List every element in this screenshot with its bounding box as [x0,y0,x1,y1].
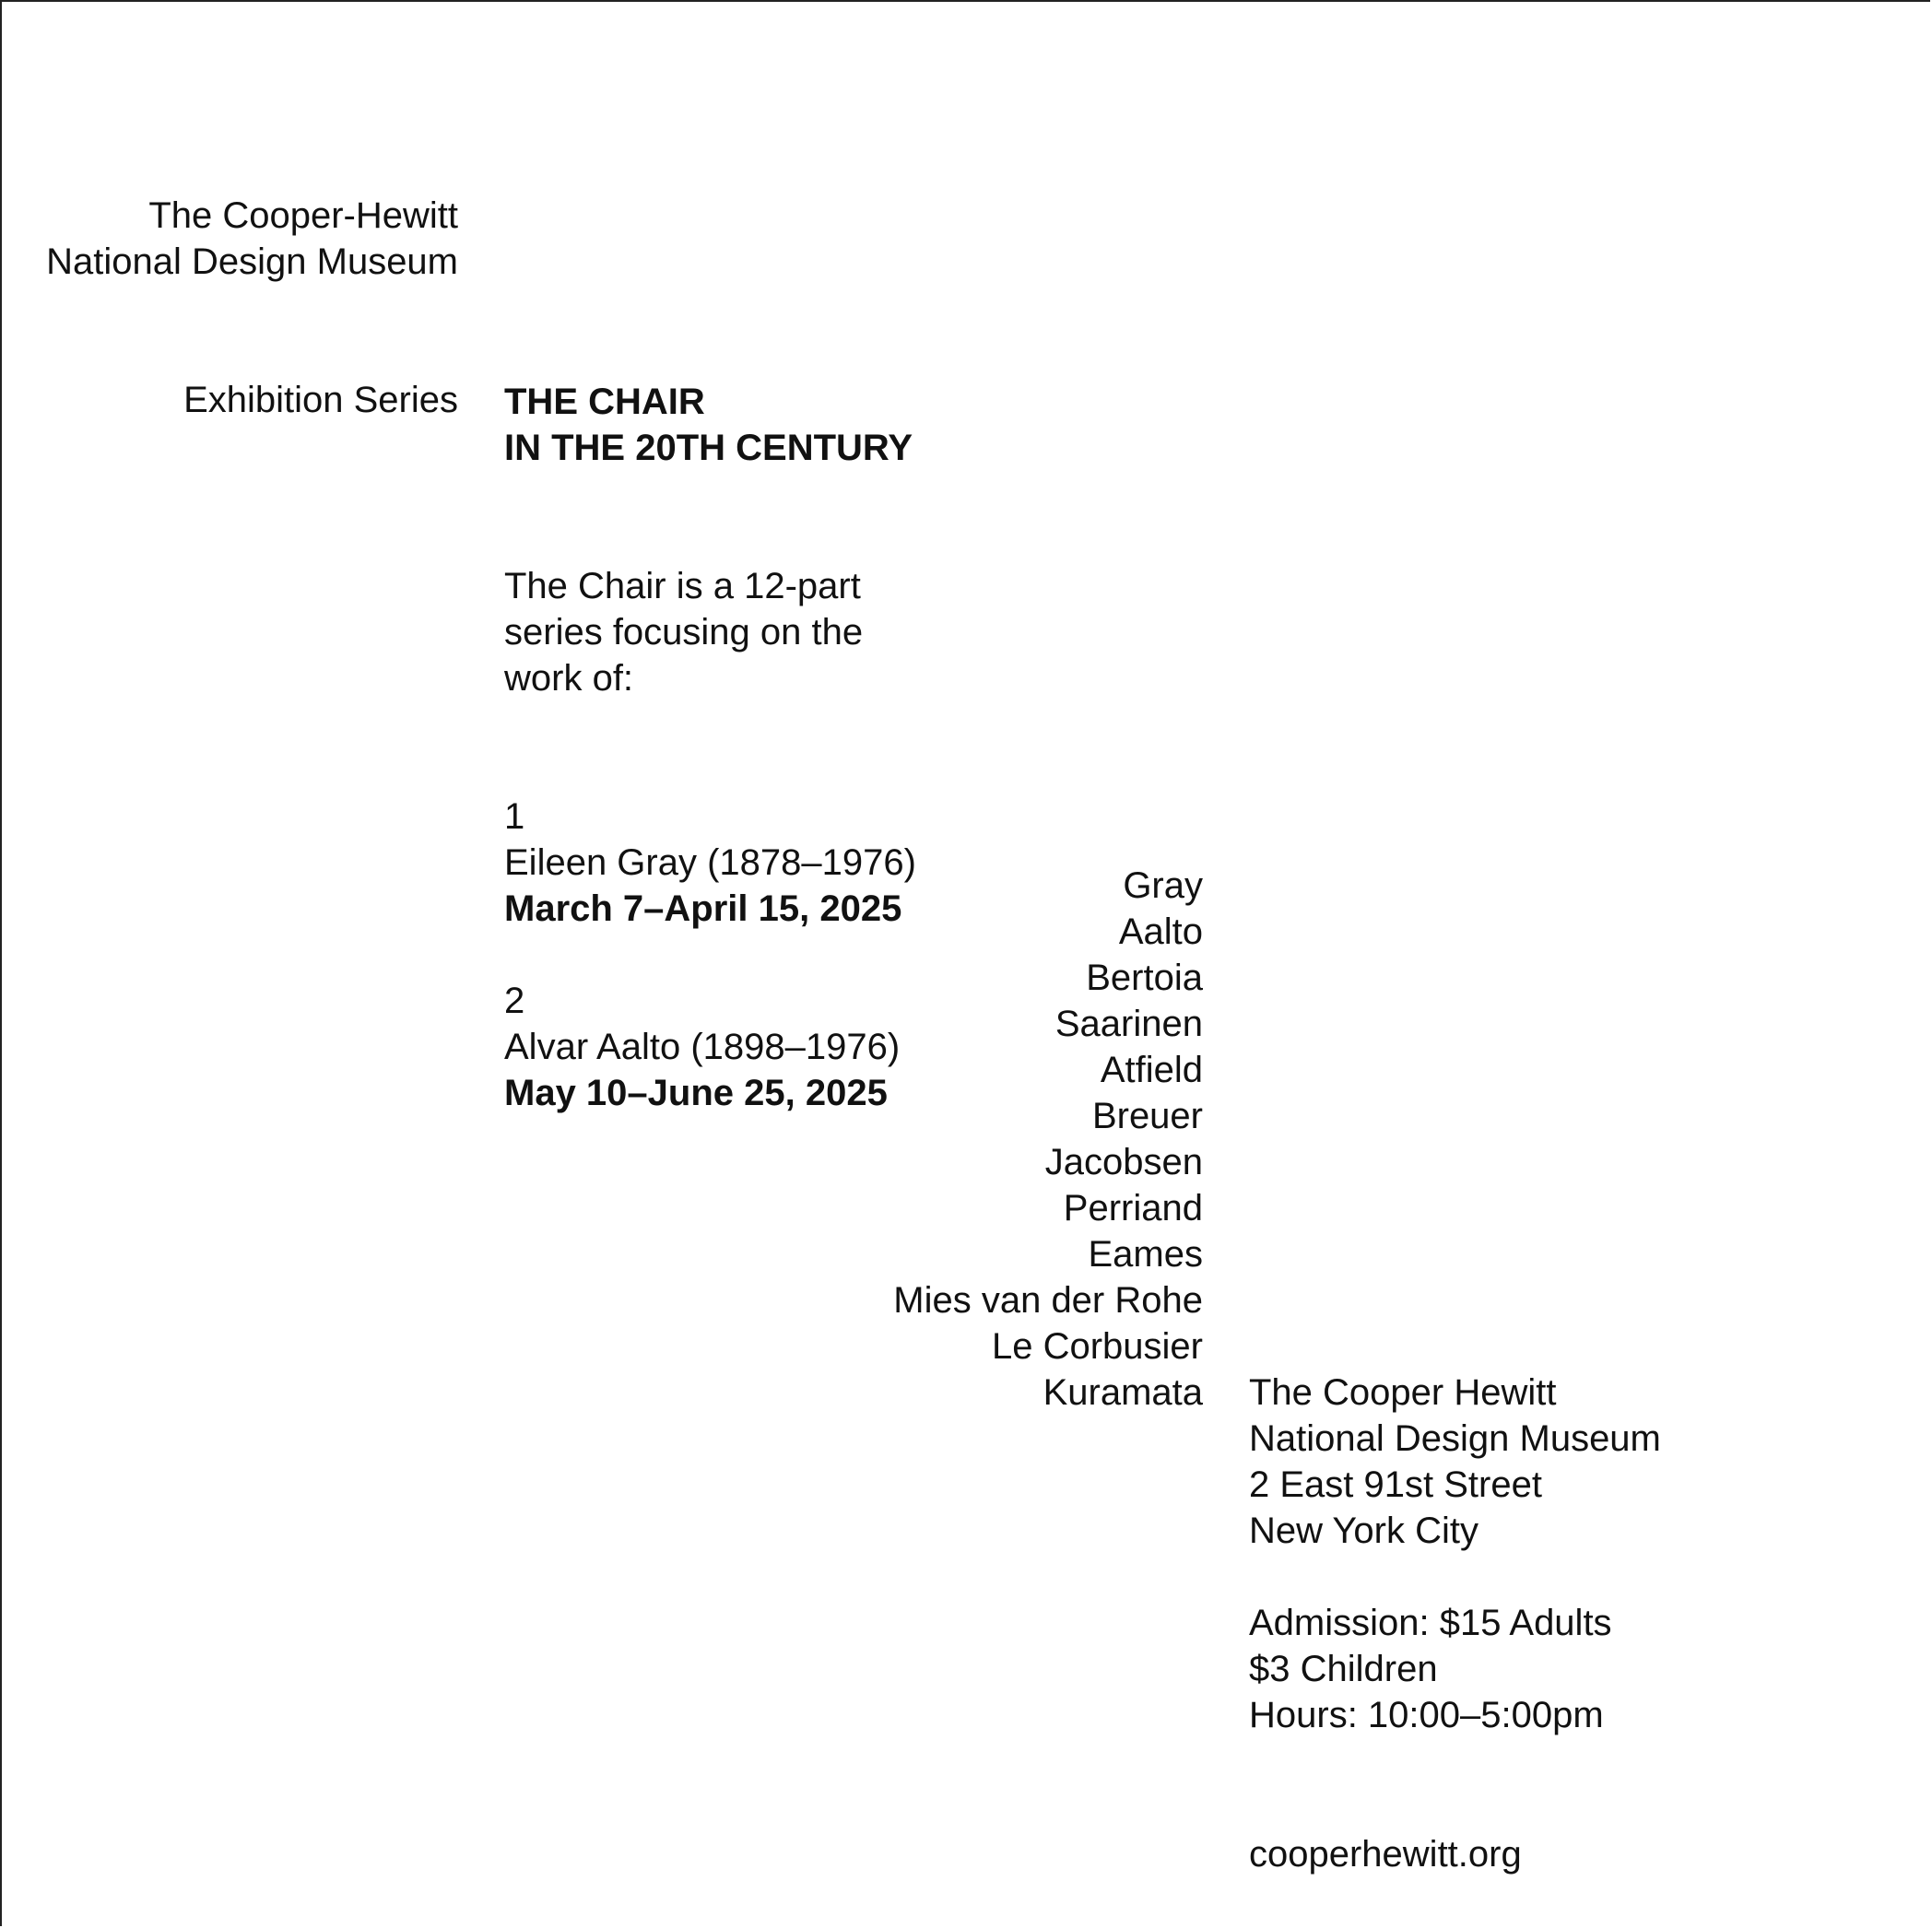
designer-name: Aalto [1118,911,1203,952]
admission-line1: Admission: $15 Adults [1249,1603,1612,1643]
designer-name: Breuer [1091,1096,1203,1136]
designer-name: Eames [1088,1234,1203,1275]
address-block [1249,1370,1661,1554]
address-line2: National Design Museum [1249,1418,1661,1459]
designer-name: Atfield [1100,1050,1203,1090]
exhibition-title [504,379,913,471]
series-label-text: Exhibition Series [183,380,458,420]
designer-names-list [647,863,1203,1416]
address-line1: The Cooper Hewitt [1249,1372,1557,1413]
part-dates: March 7–April 15, 2025 [504,888,902,929]
designer-name: Saarinen [1054,1004,1203,1044]
part-dates: May 10–June 25, 2025 [504,1073,888,1113]
museum-name-line2: National Design Museum [46,241,458,282]
designer-name: Bertoia [1086,958,1203,998]
museum-header [2,193,458,285]
website-link[interactable]: cooperhewitt.org [1249,1834,1522,1875]
admission-line3: Hours: 10:00–5:00pm [1249,1695,1604,1735]
address-line4: New York City [1249,1511,1478,1551]
designer-name: Kuramata [1043,1372,1203,1413]
website-block [1249,1831,1522,1877]
part-designer: Alvar Aalto (1898–1976) [504,1027,901,1067]
title-line1: THE CHAIR [504,382,705,422]
designer-name: Le Corbusier [991,1326,1203,1367]
intro-line2: series focusing on the [504,612,864,652]
admission-block [1249,1600,1612,1738]
series-label [2,377,458,423]
intro-line1: The Chair is a 12-part [504,566,861,606]
part-number: 2 [504,981,525,1021]
designer-name: Mies van der Rohe [893,1280,1203,1321]
designer-name: Perriand [1063,1188,1203,1229]
title-line2: IN THE 20TH CENTURY [504,428,913,468]
address-line3: 2 East 91st Street [1249,1464,1542,1505]
museum-name-line1: The Cooper-Hewitt [148,195,458,236]
designer-name: Gray [1123,865,1203,906]
admission-line2: $3 Children [1249,1649,1438,1689]
intro-line3: work of: [504,658,634,699]
intro-text [504,563,863,701]
part-designer: Eileen Gray (1878–1976) [504,842,916,883]
designer-name: Jacobsen [1044,1142,1203,1182]
part-number: 1 [504,796,525,837]
